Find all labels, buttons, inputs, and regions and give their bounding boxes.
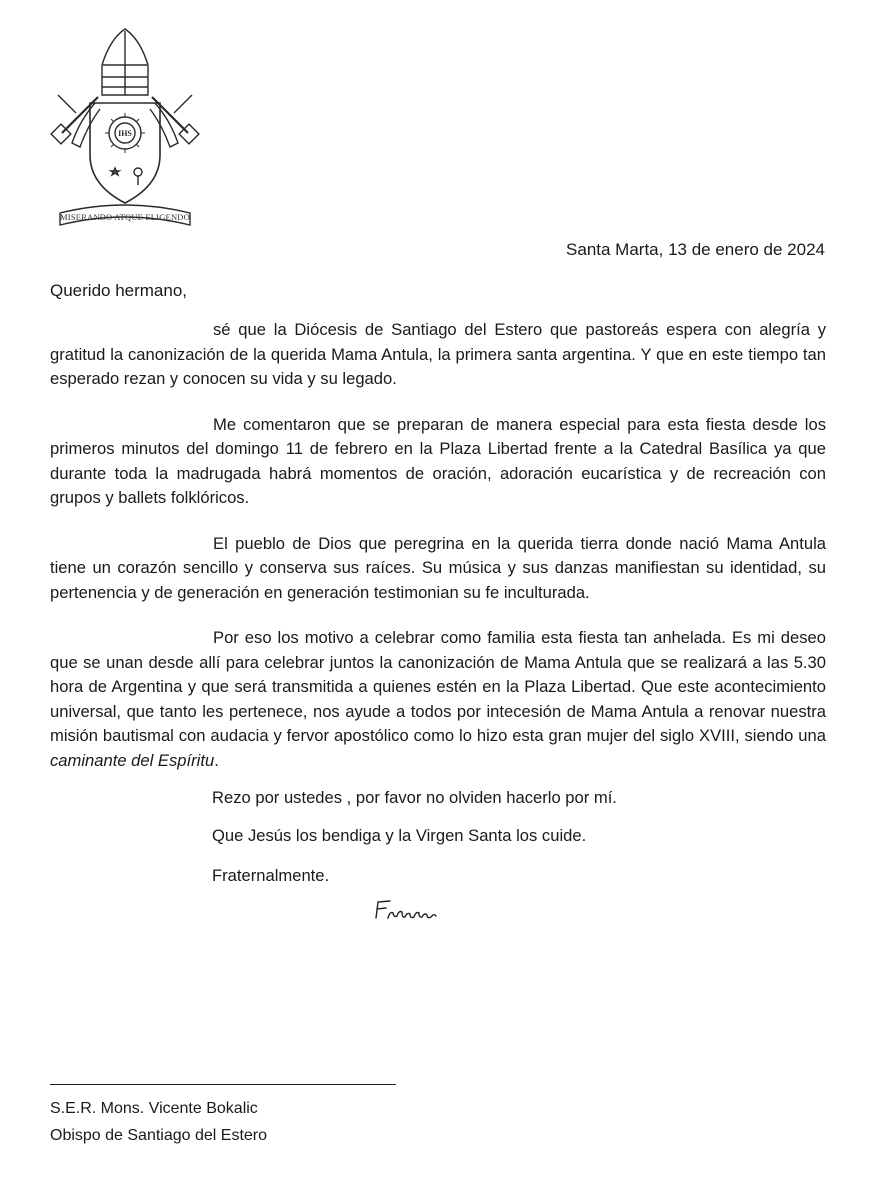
paragraph-1: sé que la Diócesis de Santiago del Estero que pastoreás espera con alegría y gratitud la canonización de la querida Mama Antula, la primera santa argentina. Y que en este tiempo tan esperado rezan y conocen su vida y su legado. xyxy=(50,320,826,388)
paragraph-4-end: . xyxy=(214,750,219,770)
paragraph-3: El pueblo de Dios que peregrina en la querida tierra donde nació Mama Antula tiene un corazón sencillo y conserva sus raíces. Su música y sus danzas manifiestan su identidad, su pertenencia y de generación en generación testimonian su fe inculturada. xyxy=(50,533,826,602)
addressee-title: Obispo de Santiago del Estero xyxy=(50,1127,268,1144)
papal-coat-of-arms-icon xyxy=(50,25,200,230)
letter-date: Santa Marta, 13 de enero de 2024 xyxy=(566,240,825,259)
closing-line-1: Rezo por ustedes , por favor no olviden hacerlo por mí. xyxy=(212,788,617,807)
handwritten-signature xyxy=(372,898,452,924)
signature-divider xyxy=(50,1084,396,1085)
svg-text:MISERANDO ATQUE ELIGENDO: MISERANDO ATQUE ELIGENDO xyxy=(60,212,190,222)
letter-body xyxy=(50,318,826,794)
letter-greeting: Querido hermano, xyxy=(50,281,188,300)
paragraph-4 xyxy=(50,626,826,773)
svg-text:IHS: IHS xyxy=(118,129,132,138)
closing-line-3: Fraternalmente. xyxy=(212,866,330,885)
paragraph-2: Me comentaron que se preparan de manera especial para esta fiesta desde los primeros minutos del domingo 11 de febrero en la Plaza Libertad frente a la Catedral Basílica ya que durante toda la madrugada habrá momentos de oración, adoración eucarística y de recreación con grupos y ballets folklóricos. xyxy=(50,414,826,507)
paragraph-4-italic: caminante del Espíritu xyxy=(50,750,215,770)
paragraph-4-text: Por eso los motivo a celebrar como familia esta fiesta tan anhelada. Es mi deseo que se unan desde allí para celebrar juntos la canonización de Mama Antula que se realizará a las 5.30 hora de Argentina y que será transmitida a quienes estén en la Plaza Libertad. Que este acontecimiento universal, que tanto les pertenece, nos ayude a todos por intecesión de Mama Antula a renovar nuestra misión bautismal con audacia y fervor apostólico como lo hizo esta gran mujer del siglo XVIII, siendo una xyxy=(50,628,826,745)
closing-line-2: Que Jesús los bendiga y la Virgen Santa los cuide. xyxy=(212,826,587,845)
addressee-name: S.E.R. Mons. Vicente Bokalic xyxy=(50,1100,258,1117)
